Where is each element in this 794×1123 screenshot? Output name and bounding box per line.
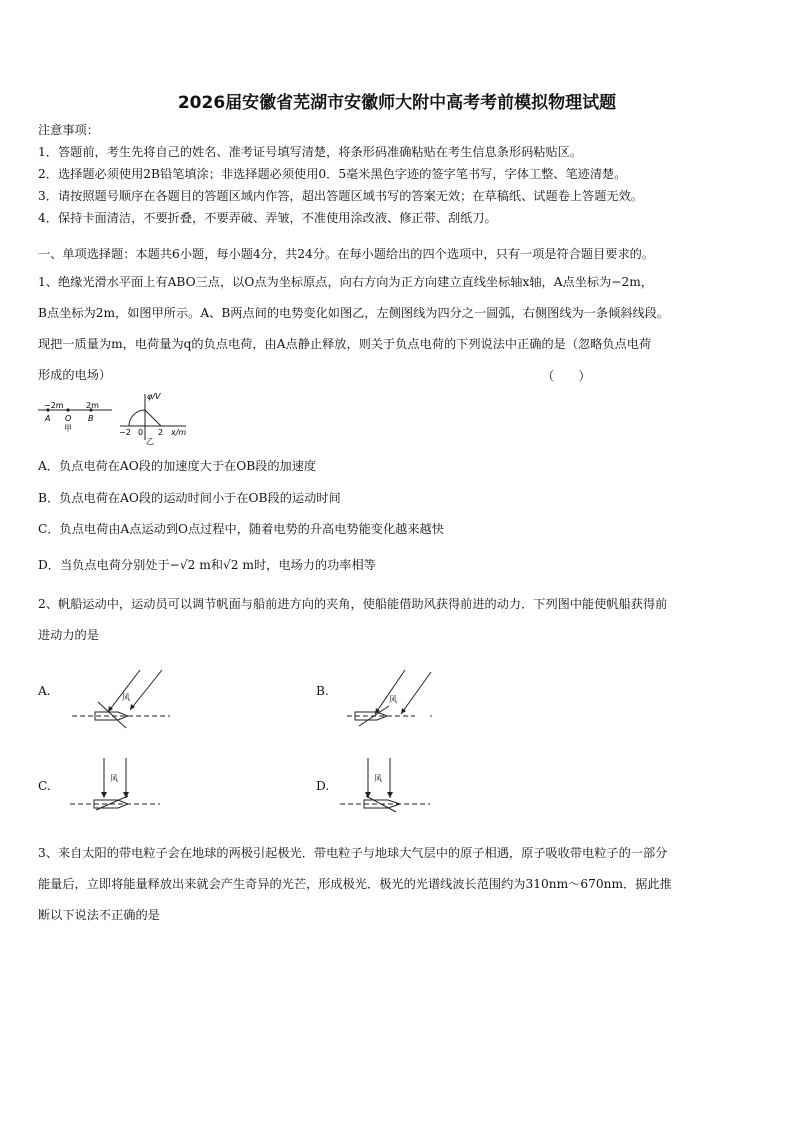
section-heading: 一、单项选择题：本题共6小题，每小题4分，共24分。在每小题给出的四个选项中，只有一项是符合题目要求的。 [38,247,655,261]
notice-item-3: 3．请按照题号顺序在各题目的答题区域内作答，超出答题区域书写的答案无效；在草稿纸、试题卷上答题无效。 [38,189,643,203]
q1-option-b: B．负点电荷在AO段的运动时间小于在OB段的运动时间 [38,491,341,505]
q2-text-line1: 2、帆船运动中，运动员可以调节帆面与船前进方向的夹角，使船能借助风获得前进的动力．下列图中能使帆船获得前 [38,597,668,611]
jia-label-a: −2m [44,401,64,410]
q1-figure-jia [36,398,116,438]
q2-text-line2: 进动力的是 [38,628,99,642]
q2-d-wind-label: 风 [374,774,382,783]
q2-c-wind-label: 风 [110,774,118,783]
yi-yaxis-label: φ/V [147,392,161,401]
q1-text-line4: 形成的电场） [38,368,112,382]
q1-answer-paren: （ ） [542,369,591,383]
q1-figure-yi [116,390,206,446]
yi-tick-neg2: −2 [119,428,131,437]
q2-option-c-diagram [68,756,168,816]
q1-text-line3: 现把一质量为m，电荷量为q的负点电荷，由A点静止释放，则关于负点电荷的下列说法中正确的是（忽略负点电荷 [38,337,652,351]
yi-caption: 乙 [146,437,154,446]
yi-xaxis-label: x/m [171,428,187,437]
jia-point-o: O [65,414,72,423]
q1-text-line2: B点坐标为2m，如图甲所示。A、B两点间的电势变化如图乙，左侧图线为四分之一圆弧，右侧图线为一条倾斜线段。 [38,306,670,320]
yi-tick-2: 2 [158,428,164,437]
jia-caption: 甲 [64,424,72,433]
q2-option-b-diagram [345,664,445,732]
q1-option-d: D．当负点电荷分别处于−√2 m和√2 m时，电场力的功率相等 [38,558,376,572]
notice-item-4: 4．保持卡面清洁，不要折叠，不要弄破、弄皱，不准使用涂改液、修正带、刮纸刀。 [38,211,497,225]
q3-text-line1: 3、来自太阳的带电粒子会在地球的两极引起极光．带电粒子与地球大气层中的原子相遇，原子吸收带电粒子的一部分 [38,846,668,860]
q3-text-line3: 断以下说法不正确的是 [38,908,160,922]
jia-label-b: 2m [86,401,99,410]
q2-option-a-label: A. [38,684,51,698]
jia-point-b: B [88,414,94,423]
q2-option-a-diagram [70,664,180,732]
notice-item-2: 2．选择题必须使用2B铅笔填涂；非选择题必须使用0．5毫米黑色字迹的签字笔书写，字体工整、笔迹清楚。 [38,167,627,181]
q1-option-a: A．负点电荷在AO段的加速度大于在OB段的加速度 [38,459,317,473]
notice-item-1: 1．答题前，考生先将自己的姓名、准考证号填写清楚，将条形码准确粘贴在考生信息条形码粘贴区。 [38,145,583,159]
q1-option-c: C．负点电荷由A点运动到O点过程中，随着电势的升高电势能变化越来越快 [38,522,444,536]
q2-option-d-label: D. [316,779,330,793]
q2-option-c-label: C. [38,779,51,793]
q2-option-b-label: B. [316,684,329,698]
jia-point-a: A [45,414,51,423]
q1-text-line1: 1、绝缘光滑水平面上有ABO三点，以O点为坐标原点，向右方向为正方向建立直线坐标轴x轴，A点坐标为−2m， [38,275,653,289]
q2-b-wind-label: 风 [389,695,397,704]
q2-a-wind-label: 风 [122,693,130,702]
yi-tick-0: 0 [138,428,144,437]
notice-heading: 注意事项： [38,123,99,137]
q2-option-d-diagram [338,756,438,816]
q3-text-line2: 能量后，立即将能量释放出来就会产生奇异的光芒，形成极光．极光的光谱线波长范围约为310nm～670nm．据此推 [38,877,672,891]
page-title: 2026届安徽省芜湖市安徽师大附中高考考前模拟物理试题 [177,93,617,113]
